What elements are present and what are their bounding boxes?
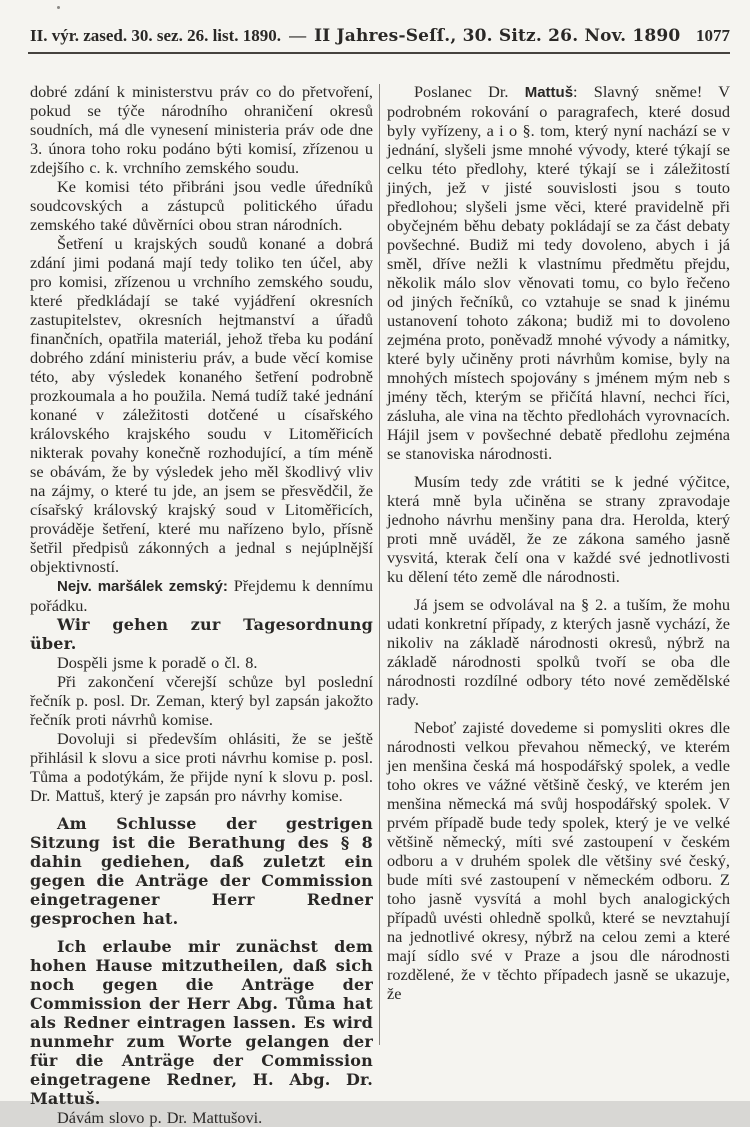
paragraph-czech (30, 177, 373, 234)
page-number: 1077 (696, 26, 730, 45)
left-column (30, 82, 373, 1127)
paragraph-czech (387, 82, 730, 463)
paragraph-german (30, 937, 373, 1108)
text-run: Dovoluji si především ohlásiti, že se ještě přihlásil k slovu a sice proti návrhu komise p. posl. Tůma a podotýkám, že přijde nyní k slovu p. posl. Dr. Mattuš, který je zapsán pro návrhy komise. (30, 729, 373, 805)
ink-speck (57, 6, 60, 9)
paragraph-german (30, 814, 373, 928)
text-run: Dávám slovo p. Dr. Mattušovi. (57, 1108, 263, 1127)
text-run: Dospěli jsme k poradě o čl. 8. (57, 653, 258, 672)
text-run: Am Schlusse der gestrigen Sitzung ist die Berathung des § 8 dahin gediehen, daß zuletzt ein gegen die Anträge der Commission eingetragener Herr Redner gesprochen hat. (30, 814, 373, 928)
speaker-name: Nejv. maršálek zemský: (57, 578, 228, 595)
paragraph-czech (30, 82, 373, 177)
paragraph-czech (30, 653, 373, 672)
text-run: Poslanec Dr. (414, 82, 525, 101)
session-title-line (30, 26, 680, 46)
text-run: Šetření u krajských soudů konané a dobrá zdání jimi podaná mají tedy toliko ten účel, aby pro komisi, zřízenou u vrchního zemského soudu, které předkládají se také vyjádření okresních zastupitelstev, okresních hejtmanství a úřadů finančních, opatřila materiál, jehož třeba ku podání dobrého zdání ministeriu práv, a bude věcí komise této, aby výsledek konaného šetření podrobně prozkoumala a ho použila. Nemá tudíž také jednání konané v záležitosti dotčené u císařského královského krajského soudu v Litoměřicích nikterak povahy konečně rozhodující, a tím méně se obávám, že by výsledek jeho měl škodlivý vliv na zájmy, o které tu jde, an jsem se přesvědčil, že císařský královský krajský soud v Litoměřicích, prováděje šetření, které mu nařízeno bylo, přísně šetřil předpisů zákonných a jednal s nejúplnější objektivností. (30, 234, 373, 576)
paragraph-czech (30, 729, 373, 805)
text-run: Neboť zajisté dovedeme si pomysliti okres dle národnosti velkou převahou německý, ve kterém jen menšina česká má hospodářský spolek, a vedle toho okres ve vážné většině český, ve kterém jen menšina německá má svůj hospodářský spolek. V prvém případě bude tedy spolek, který je ve velké většině německý, míti své zastoupení v českém odboru a v druhém spolek dle většiny své český, bude míti své zastoupení v německém odboru. Z toho jasně vysvítá a mohl bych analogických případů uvésti ohledně spolků, které se nevztahují na jednotlivé okresy, nýbrž na celou zemi a které mají sídlo své v Praze a jsou dle národnosti rozdělené, že v těchto případech jasně se ukazuje, že (387, 718, 730, 1003)
paragraph-czech (30, 1108, 373, 1127)
text-run: Přejdemu k dennímu pořádku. (30, 576, 373, 615)
column-divider (379, 84, 380, 1045)
paragraph-czech (387, 595, 730, 709)
page-header (30, 26, 730, 46)
paragraph-czech (30, 234, 373, 576)
header-dash: — (289, 26, 307, 45)
paragraph-czech (387, 718, 730, 1003)
text-run: Já jsem se odvolával na § 2. a tuším, že mohu udati konkretní případy, z kterých jasně vychází, že nikoliv na základě národnosti okresů, nýbrž na základě národnosti spolků tvoří se oba dle národnosti rozdílné odbory této nové zemědělské rady. (387, 595, 730, 709)
paragraph-german (30, 615, 373, 653)
paragraph-czech (30, 576, 373, 615)
text-run: Wir gehen zur Tagesordnung über. (30, 615, 373, 653)
speaker-name: Mattuš (524, 84, 574, 101)
right-column (387, 82, 730, 1101)
text-run: dobré zdání k ministerstvu práv co do přetvoření, pokud se týče národního ohraničení okresů soudních, má dle vynesení ministeria práv ode dne 3. února toho roku podáno býti komisí, zřízenou u zdejšího c. k. vrchního zemského soudu. (30, 82, 373, 177)
text-columns (30, 82, 730, 1127)
text-run: : Slavný sněme! V podrobném rokování o paragrafech, které dosud byly vyřízeny, a i o §. tom, který nyní nachází se v jednání, slyšeli jsme mnohé vývody, které týkají se celku této předlohy, které týkají se i záležitostí jiných, jež v jisté souvislosti jsou s touto předlohou; slyšeli jsme věci, které pravidelně při obyčejném běhu debaty pokládají se za část debaty povšechné. Budiž mi tedy dovoleno, abych i já směl, dříve nežli k vlastnímu předmětu přejdu, několik málo slov věnovati tomu, co bylo řečeno od jiných řečníků, co vztahuje se snad k jinému ustanovení tohoto zákona; budiž mi to dovoleno zejména proto, poněvadž mnohé vývody a námitky, které byly učiněny proti návrhům komise, byly na mnohých místech spojovány s jménem mým neb s jmény těch, kterým se přičítá hlavní, nechci říci, zásluha, ale vina na těchto předlohách vyrovnacích. Hájil jsem v povšechné debatě předlohu zejména se stanoviska národnosti. (387, 82, 730, 463)
paragraph-czech (387, 472, 730, 586)
text-run: Ich erlaube mir zunächst dem hohen Hause mitzutheilen, daß sich noch gegen die Anträge der Commission der Herr Abg. Tůma hat als Redner eintragen lassen. Es wird nunmehr zum Worte gelangen der für die Anträge der Commission eingetragene Redner, H. Abg. Dr. Mattuš. (30, 937, 373, 1108)
text-run: Musím tedy zde vrátiti se k jedné výčitce, která mně byla učiněna se strany zpravodaje jednoho návrhu menšiny pana dra. Herolda, který proti mně uváděl, že ze zákona samého jasně vysvitá, kterak čelí ona v každé své jednotlivosti ku dělení této země dle národnosti. (387, 472, 730, 586)
paragraph-czech (30, 672, 373, 729)
header-rule (28, 52, 730, 54)
text-run: Při zakončení včerejší schůze byl poslední řečník p. posl. Dr. Zeman, který byl zapsán jakožto řečník proti návrhů komise. (30, 672, 373, 729)
header-german-session: II Jahres-Seſſ., 30. Sitz. 26. Nov. 1890 (314, 26, 681, 46)
header-czech-session: II. výr. zased. 30. sez. 26. list. 1890. (30, 26, 282, 45)
text-run: Ke komisi této přibráni jsou vedle úředníků soudcovských a zástupců politického úřadu zemského také důvěrníci obou stran národních. (30, 177, 373, 234)
